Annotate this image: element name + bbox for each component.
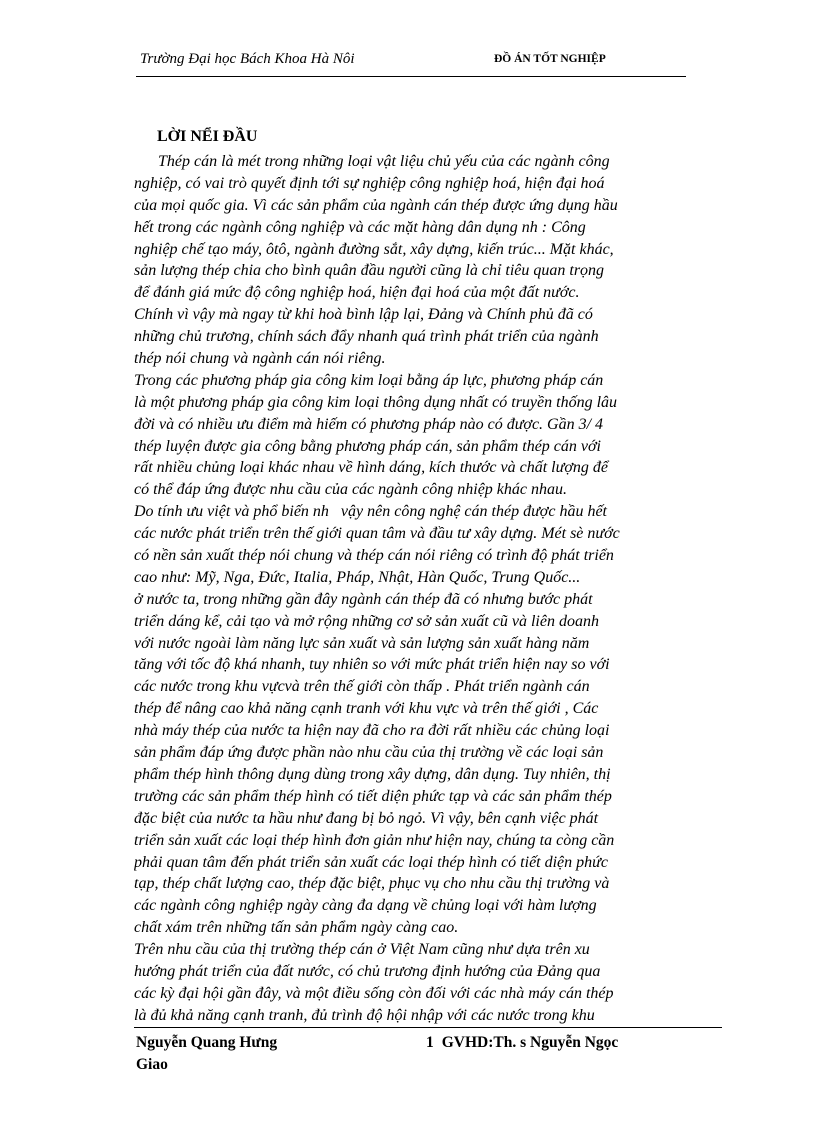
text-line: của mọi quốc gia. Vì các sản phẩm của ngành cán thép được ứng dụng hầu xyxy=(134,196,618,214)
text-line: phẩm thép hình thông dụng dùng trong xây dựng, dân dụng. Tuy nhiên, thị xyxy=(134,765,611,783)
text-line: những chủ trương, chính sách đẩy nhanh quá trình phát triển của ngành xyxy=(134,328,599,346)
text-line: đặc biệt của nước ta hầu như đang bị bỏ ngỏ. Vì vậy, bên cạnh việc phát xyxy=(134,809,599,827)
text-line: thép nói chung và ngành cán nói riêng. xyxy=(134,350,386,368)
footer-advisor: GVHD:Th. s Nguyễn Ngọc xyxy=(441,1034,619,1051)
text-line: để đánh giá mức độ công nghiệp hoá, hiện đại hoá của một đất nước. xyxy=(134,284,580,302)
section-title: LỜI NỂI ĐẦU xyxy=(157,128,258,145)
text-line: thép luyện được gia công bằng phương pháp cán, sản phẩm thép cán với xyxy=(134,437,601,455)
page-number: 1 xyxy=(426,1034,434,1051)
text-line: Thép cán là mét trong những loại vật liệu chủ yếu của các ngành công xyxy=(134,153,610,170)
text-line: ở nước ta, trong những gần đây ngành cán thép đã có nhưng bước phát xyxy=(134,590,593,608)
text-line: các nước phát triển trên thế giới quan tâm và đầu tư xây dựng. Mét sè nước xyxy=(134,525,620,543)
text-line: hướng phát triển của đất nước, có chủ trương định hướng của Đảng qua xyxy=(134,962,601,980)
text-line: đời và có nhiều ưu điểm mà hiếm có phương pháp nào có được. Gần 3/ 4 xyxy=(134,415,604,433)
header-school: Trường Đại học Bách Khoa Hà Nôi xyxy=(140,51,355,67)
text-line: các nước trong khu vựcvà trên thế giới còn thấp . Phát triển ngành cán xyxy=(134,678,590,696)
body-text xyxy=(134,151,722,1027)
text-line: thép để nâng cao khả năng cạnh tranh với khu vực và trên thế giới , Các xyxy=(134,700,599,718)
text-line: phải quan tâm đến phát triển sản xuất các loại thép hình có tiết diện phức xyxy=(134,853,608,871)
footer-author: Nguyễn Quang Hưng xyxy=(136,1034,278,1051)
text-line: là đủ khả năng cạnh tranh, đủ trình độ hội nhập với các nước trong khu xyxy=(134,1006,595,1024)
text-line: có thể đáp ứng được nhu cầu của các ngành công nhiệp khác nhau. xyxy=(134,481,567,499)
page-footer xyxy=(134,1027,722,1073)
text-line: sản phẩm đáp ứng được phần nào nhu cầu của thị trường về các loại sản xyxy=(134,744,604,762)
text-line: Do tính ưu việt và phổ biến nh vậy nên công nghệ cán thép được hầu hết xyxy=(134,503,607,521)
footer-advisor-block xyxy=(426,1034,618,1052)
text-line: có nền sản xuất thép nói chung và thép cán nói riêng có trình độ phát triển xyxy=(134,547,614,565)
text-line: Trên nhu cầu của thị trường thép cán ở Việt Nam cũng như dựa trên xu xyxy=(134,941,590,959)
text-line: với nước ngoài làm năng lực sản xuất và sản lượng sản xuất hàng năm xyxy=(134,634,590,652)
text-line: nghiệp chế tạo máy, ôtô, ngành đường sắt, xây dựng, kiến trúc... Mặt khác, xyxy=(134,240,614,258)
text-line: sản lượng thép chia cho bình quân đầu người cũng là chỉ tiêu quan trọng xyxy=(134,262,605,280)
text-line: trường các sản phẩm thép hình có tiết diện phức tạp và các sản phẩm thép xyxy=(134,787,612,805)
text-line: nhà máy thép của nước ta hiện nay đã cho ra đời rất nhiều các chủng loại xyxy=(134,722,610,740)
header-doc-type: ĐỒ ÁN TỐT NGHIỆP xyxy=(494,53,606,65)
text-line: Trong các phương pháp gia công kim loại bằng áp lực, phương pháp cán xyxy=(134,371,604,389)
text-line: cao như: Mỹ, Nga, Đức, Italia, Pháp, Nhật, Hàn Quốc, Trung Quốc... xyxy=(134,568,581,586)
footer-author-continued: Giao xyxy=(136,1056,168,1073)
text-line: các ngành công nghiệp ngày càng đa dạng về chủng loại với hàm lượng xyxy=(134,897,597,915)
text-line: Chính vì vậy mà ngay từ khi hoà bình lập lại, Đảng và Chính phủ đã có xyxy=(134,306,593,324)
text-line: hết trong các ngành công nghiệp và các mặt hàng dân dụng nh : Công xyxy=(134,218,586,236)
text-line: rất nhiều chủng loại khác nhau về hình dáng, kích thước và chất lượng để xyxy=(134,459,608,477)
text-line: các kỳ đại hội gần đây, và một điều sống còn đối với các nhà máy cán thép xyxy=(134,984,614,1002)
text-line: chất xám trên những tấn sản phẩm ngày càng cao. xyxy=(134,919,459,937)
text-line: triển sản xuất các loại thép hình đơn giản như hiện nay, chúng ta còng cần xyxy=(134,831,615,849)
text-line: tăng với tốc độ khá nhanh, tuy nhiên so với mức phát triển hiện nay so với xyxy=(134,656,610,674)
text-line: nghiệp, có vai trò quyết định tới sự nghiệp công nghiệp hoá, hiện đại hoá xyxy=(134,174,605,192)
text-line: tạp, thép chất lượng cao, thép đặc biệt, phục vụ cho nhu cầu thị trường và xyxy=(134,875,610,893)
text-line: là một phương pháp gia công kim loại thông dụng nhất có truyền thống lâu xyxy=(134,393,618,411)
text-line: triển dáng kể, cải tạo và mở rộng những cơ sở sản xuất cũ và liên doanh xyxy=(134,612,599,630)
page-header xyxy=(136,46,686,77)
